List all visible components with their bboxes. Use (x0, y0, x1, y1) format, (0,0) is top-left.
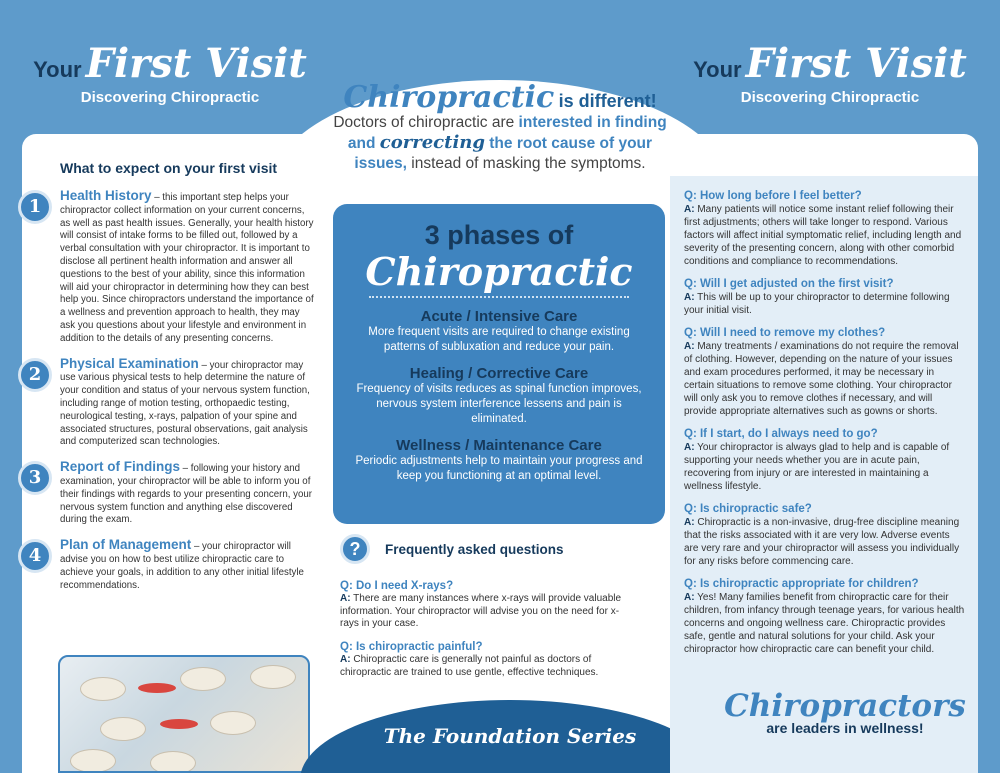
leaders-script: Chiropractors (724, 688, 966, 724)
step-text: – following your history and examination, your chiropractor will be able to inform you of their findings with regards to your presenting concern, your nervous system function and anything else discovered during the exam. (60, 463, 313, 526)
answer-label: A: (340, 653, 351, 665)
different-highlight: issues, (354, 155, 407, 172)
step-text: – your chiropractor may use various physical tests to help determine the nature of your condition and status of your nervous system function, including range of motion testing, orthopaedic testing, neurological testing, x-rays, palpation of your spine and associated structures, postural observations, gait analysis and computerized scan technologies. (60, 359, 310, 448)
faq-question: Q: Is chiropractic painful? (340, 641, 483, 654)
first-visit-heading: What to expect on your first visit (60, 160, 278, 176)
faq-answer (684, 591, 966, 656)
faq-question: Q: Is chiropractic safe? (684, 503, 812, 515)
phases-box (333, 204, 665, 524)
disc-shape (138, 683, 176, 693)
answer-label: A: (684, 517, 695, 528)
faq-title: Frequently asked questions (385, 542, 564, 557)
different-highlight: interested in finding (518, 114, 667, 131)
vertebra-shape (180, 667, 226, 691)
brand-subtitle: Discovering Chiropractic (80, 89, 260, 106)
brand-your: Your (693, 57, 742, 82)
faq-answer (684, 340, 966, 418)
vertebra-shape (80, 677, 126, 701)
phase-acute (347, 308, 651, 355)
vertebra-shape (70, 749, 116, 773)
leaders-text: are leaders in wellness! (766, 720, 924, 736)
step-title: Report of Findings (60, 459, 180, 475)
faq-question: Q: Will I need to remove my clothes? (684, 327, 886, 339)
is-different-block (300, 80, 700, 174)
faq-right (670, 176, 978, 773)
dotted-divider (369, 296, 629, 298)
different-correcting: correcting (379, 132, 485, 153)
different-text: instead of masking the symptoms. (406, 155, 646, 172)
step-title: Plan of Management (60, 537, 192, 553)
phase-heading: Wellness / Maintenance Care (396, 437, 602, 454)
brand-first-visit: First Visit (745, 40, 967, 87)
answer-text: Many patients will notice some instant relief following their first adjustments; others will take longer to respond. Various factors will affect initial symptomatic relief, including length and severity of the presenting concern, along with other comorbid conditions and compliance to recommendations. (684, 204, 962, 267)
phase-wellness (347, 437, 651, 484)
answer-text: There are many instances where x-rays will provide valuable information. Your chiropractor will advise you on the need for x-rays in your case. (340, 592, 622, 630)
answer-label: A: (684, 592, 695, 603)
different-highlight: and (347, 135, 380, 152)
step-physical-examination (18, 355, 316, 450)
answer-text: Chiropractic care is generally not painful as doctors of chiropractic are trained to use gentle, effective techniques. (340, 653, 599, 678)
step-number-icon: 2 (18, 358, 52, 392)
different-highlight: the root cause of your (484, 135, 653, 152)
step-title: Health History (60, 188, 152, 203)
answer-label: A: (340, 592, 351, 604)
answer-label: A: (684, 292, 695, 303)
foundation-series: The Foundation Series (383, 724, 637, 748)
step-text: – this important step helps your chiropractor collect information on your current concerns, as well as past health issues. Generally, your health history will consist of intake forms to be filled out, followed by a verbal consultation with your chiropractor. It is important to disclose all pertinent health information and answer all questions to the best of your ability, since this information will aid your chiropractor in determining how they can best help you. Since chiropractors understand the importance of a wellness and prevention approach to health, they may ask you questions about your lifestyle and environment in addition to the details of any presenting concerns. (60, 192, 314, 344)
faq-answer (684, 203, 966, 268)
faq-answer (340, 593, 630, 631)
step-plan-of-management (18, 539, 316, 592)
faq-center (340, 534, 630, 680)
different-chiro: Chiropractic (343, 80, 555, 115)
phases-title: 3 phases of (424, 220, 574, 250)
different-title: is different! (558, 91, 657, 111)
step-number-icon: 1 (18, 190, 52, 224)
brand-right (680, 40, 980, 106)
answer-label: A: (684, 442, 695, 453)
leaders-block (720, 688, 970, 736)
answer-label: A: (684, 341, 695, 352)
brand-subtitle: Discovering Chiropractic (740, 89, 920, 106)
faq-question: Q: Is chiropractic appropriate for children? (684, 578, 919, 590)
answer-text: Your chiropractor is always glad to help and is capable of supporting your needs whether you are in acute pain, recovering from injury or are interested in maintaining a wellness lifestyle. (684, 442, 950, 492)
vertebra-shape (210, 711, 256, 735)
faq-question: Q: How long before I feel better? (684, 190, 862, 202)
vertebra-shape (250, 665, 296, 689)
step-text: – your chiropractor will advise you on how to best utilize chiropractic care to achieve your goals, in addition to any other initial lifestyle recommendations. (60, 541, 304, 591)
faq-question: Q: Do I need X-rays? (340, 580, 454, 592)
vertebra-shape (100, 717, 146, 741)
answer-text: Yes! Many families benefit from chiropractic care for their children, from infancy through teenage years, for various health concerns and ongoing wellness care. Chiropractic provides safe, gentle and natural solutions for your child. Ask your chiropractor how chiropractic care can benefit your child. (684, 592, 965, 655)
faq-answer (684, 516, 966, 568)
phases-script: Chiropractic (365, 249, 633, 294)
answer-text: Many treatments / examinations do not require the removal of clothing. However, depending on the nature of your issues and exam procedures performed, it may be necessary in certain situations to remove some clothing. Your chiropractor will only ask you to remove clothes if necessary, and will provide appropriate alternatives such as gowns or shorts. (684, 341, 959, 417)
brand-your: Your (33, 57, 82, 82)
phase-healing (347, 365, 651, 427)
faq-answer (340, 654, 630, 680)
first-visit-column (18, 160, 316, 604)
step-report-of-findings (18, 461, 316, 527)
spine-model-photo (58, 655, 310, 773)
phase-desc: More frequent visits are required to change existing patterns of subluxation and reduce your pain. (368, 326, 630, 353)
question-icon: ? (340, 534, 370, 564)
faq-question: Q: Will I get adjusted on the first visit? (684, 278, 894, 290)
phase-desc: Frequency of visits reduces as spinal function improves, nervous system interference lessens and pain is eliminated. (356, 383, 642, 425)
phase-heading: Healing / Corrective Care (409, 365, 589, 382)
phase-desc: Periodic adjustments help to maintain your progress and keep you functioning at an optimal level. (355, 455, 643, 482)
brand-first-visit: First Visit (85, 40, 307, 87)
step-title: Physical Examination (60, 355, 199, 371)
phase-heading: Acute / Intensive Care (420, 308, 578, 325)
answer-text: This will be up to your chiropractor to determine following your initial visit. (684, 292, 950, 316)
answer-text: Chiropractic is a non-invasive, drug-free discipline meaning that the risks associated with it are very low. Adverse events are very rare and your chiropractor will assess you individually for any risks before commencing care. (684, 517, 960, 567)
brand-left (20, 40, 320, 106)
faq-answer (684, 441, 966, 493)
different-text: Doctors of chiropractic are (333, 114, 519, 131)
step-number-icon: 3 (18, 461, 52, 495)
answer-label: A: (684, 204, 695, 215)
disc-shape (160, 719, 198, 729)
faq-question: Q: If I start, do I always need to go? (684, 428, 878, 440)
vertebra-shape (150, 751, 196, 773)
faq-answer (684, 291, 966, 317)
step-health-history (18, 190, 316, 346)
step-number-icon: 4 (18, 539, 52, 573)
